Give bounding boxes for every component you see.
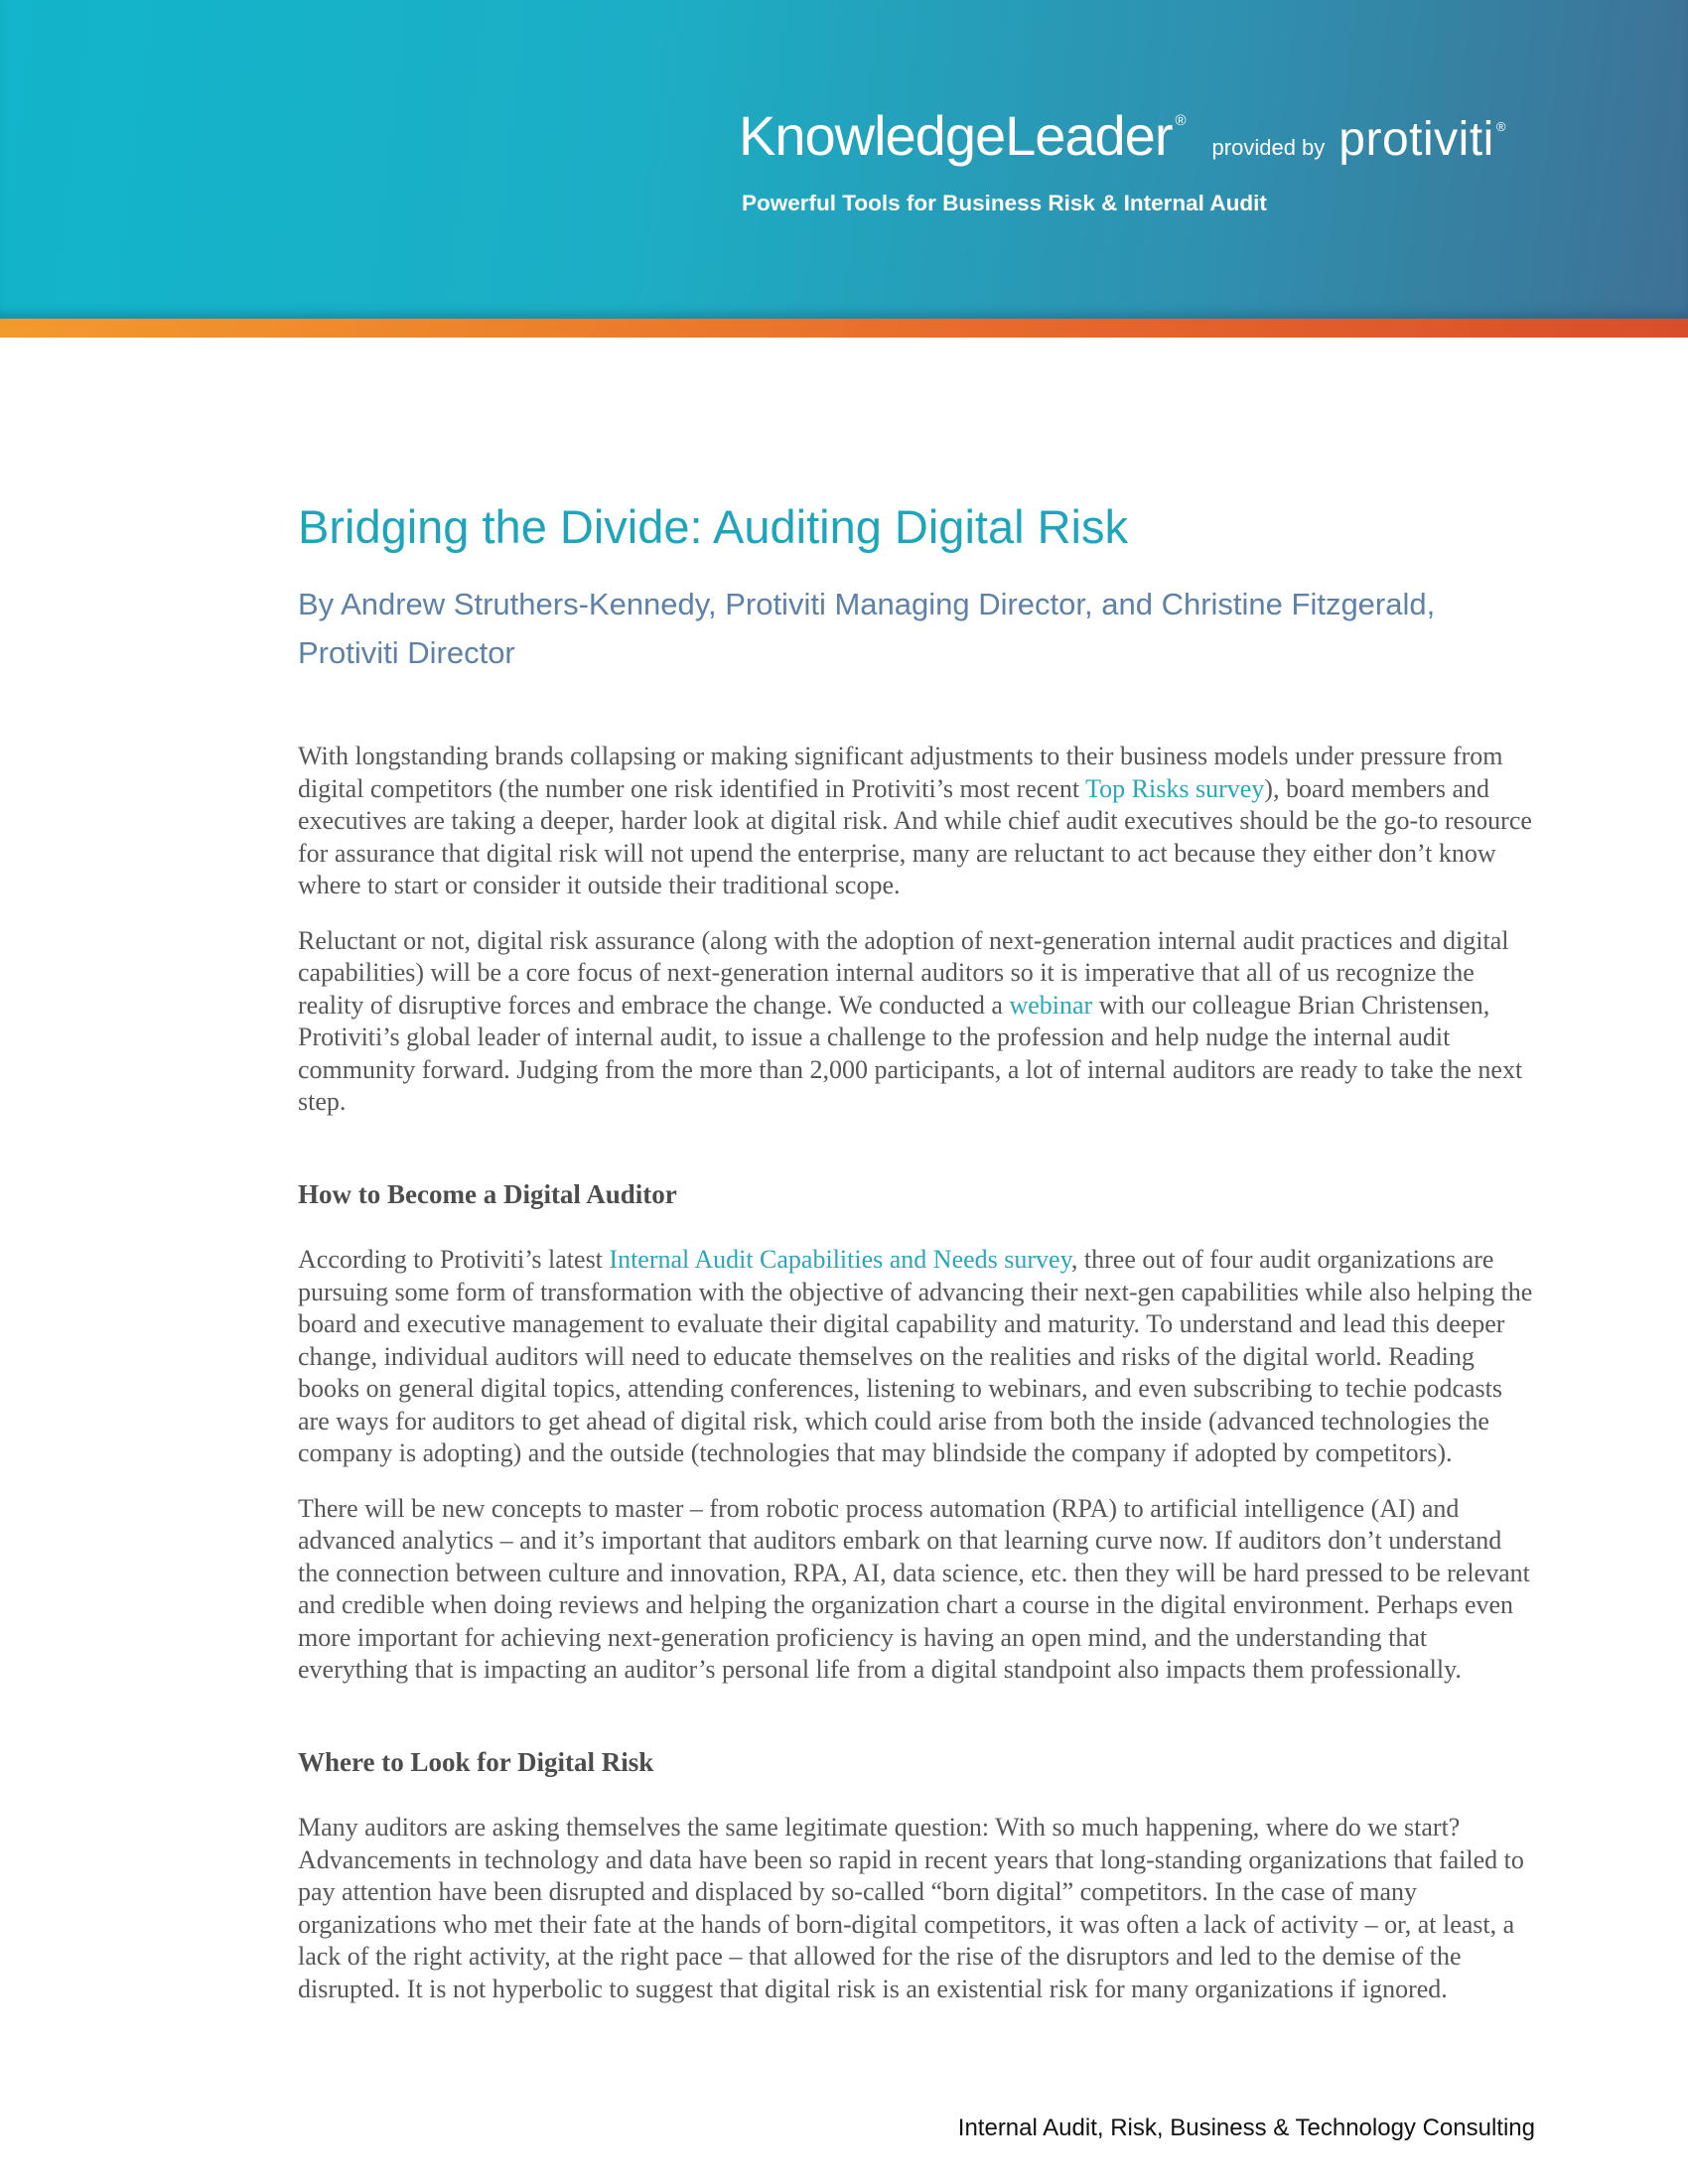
text-run: with our colleague Brian Christensen, Protiviti’s global leader of internal audit, to issue a challenge to the profession and help nudge the internal audit community forward. Judging from the more than 2,000 participants, a lot of internal auditors are ready to take the next step. bbox=[298, 990, 1523, 1116]
section-heading: Where to Look for Digital Risk bbox=[298, 1746, 654, 1777]
brand-tagline: Powerful Tools for Business Risk & Internal Audit bbox=[742, 191, 1267, 215]
text-run: With longstanding brands collapsing or making significant adjustments to their business models under pressure from digital competitors (the number one risk identified in Protiviti’s most recent bbox=[298, 742, 1503, 803]
section-heading: How to Become a Digital Auditor bbox=[298, 1178, 677, 1209]
protiviti-logo: protiviti bbox=[1338, 113, 1494, 166]
inline-link[interactable]: webinar bbox=[1009, 990, 1093, 1020]
logo-row bbox=[739, 103, 1505, 168]
article-title: Bridging the Divide: Auditing Digital Risk bbox=[298, 500, 1128, 553]
text-run: Many auditors are asking themselves the same legitimate question: With so much happening, where do we start? Advancements in technology and data have been so rapid in recent years that long-standing organizations that failed to pay attention have been disrupted and displaced by so-called “born digital” competitors. In the case of many organizations who met their fate at the hands of born-digital competitors, it was often a lack of activity – or, at least, a lack of the right activity, at the right pace – that allowed for the rise of the disruptors and led to the demise of the disrupted. It is not hyperbolic to suggest that digital risk is an existential risk for many organizations if ignored. bbox=[298, 1813, 1524, 2003]
article bbox=[298, 499, 1535, 2028]
footer-tagline: Internal Audit, Risk, Business & Technology Consulting bbox=[957, 2115, 1535, 2141]
text-run: There will be new concepts to master – from robotic process automation (RPA) to artificial intelligence (AI) and advanced analytics – and it’s important that auditors embark on that learning curve now. If auditors don’t understand the connection between culture and innovation, RPA, AI, data science, etc. then they will be hard pressed to be relevant and credible when doing reviews and helping the organization chart a course in the digital environment. Perhaps even more important for achieving next-generation proficiency is having an open mind, and the understanding that everything that is impacting an auditor’s personal life from a digital standpoint also impacts them professionally. bbox=[298, 1493, 1530, 1684]
article-body bbox=[298, 741, 1535, 2005]
text-run: According to Protiviti’s latest bbox=[298, 1245, 610, 1274]
accent-bar bbox=[0, 319, 1688, 338]
brand-header bbox=[0, 0, 1688, 319]
body-paragraph bbox=[298, 925, 1535, 1119]
registered-trademark-icon: ® bbox=[1175, 112, 1187, 129]
inline-link[interactable]: Internal Audit Capabilities and Needs survey bbox=[609, 1245, 1071, 1274]
body-paragraph bbox=[298, 1244, 1535, 1470]
body-paragraph bbox=[298, 1812, 1535, 2005]
registered-trademark-icon: ® bbox=[1495, 119, 1506, 134]
text-run: , three out of four audit organizations are pursuing some form of transformation with the objective of advancing their next-gen capabilities while also helping the board and executive management to evaluate their digital capability and maturity. To understand and lead this deeper change, individual auditors will need to educate themselves on the realities and risks of the digital world. Reading books on general digital topics, attending conferences, listening to webinars, and even subscribing to techie podcasts are ways for auditors to get ahead of digital risk, which could arise from both the inside (advanced technologies the company is adopting) and the outside (technologies that may blindside the company if adopted by competitors). bbox=[298, 1245, 1533, 1467]
body-paragraph bbox=[298, 1493, 1535, 1687]
knowledgeleader-logo: KnowledgeLeader bbox=[739, 104, 1173, 167]
article-byline: By Andrew Struthers-Kennedy, Protiviti Managing Director, and Christine Fitzgerald, Protiviti Director bbox=[298, 587, 1436, 670]
body-paragraph bbox=[298, 741, 1535, 902]
inline-link[interactable]: Top Risks survey bbox=[1085, 773, 1265, 803]
provided-by-label: provided by bbox=[1211, 135, 1326, 160]
text-run: ), board members and executives are taking a deeper, harder look at digital risk. And while chief audit executives should be the go-to resource for assurance that digital risk will not upend the enterprise, many are reluctant to act because they either don’t know where to start or consider it outside their traditional scope. bbox=[298, 773, 1532, 899]
text-run: Reluctant or not, digital risk assurance (along with the adoption of next-generation internal audit practices and digital capabilities) will be a core focus of next-generation internal auditors so it is imperative that all of us recognize the reality of disruptive forces and embrace the change. We conducted a bbox=[298, 925, 1509, 1020]
